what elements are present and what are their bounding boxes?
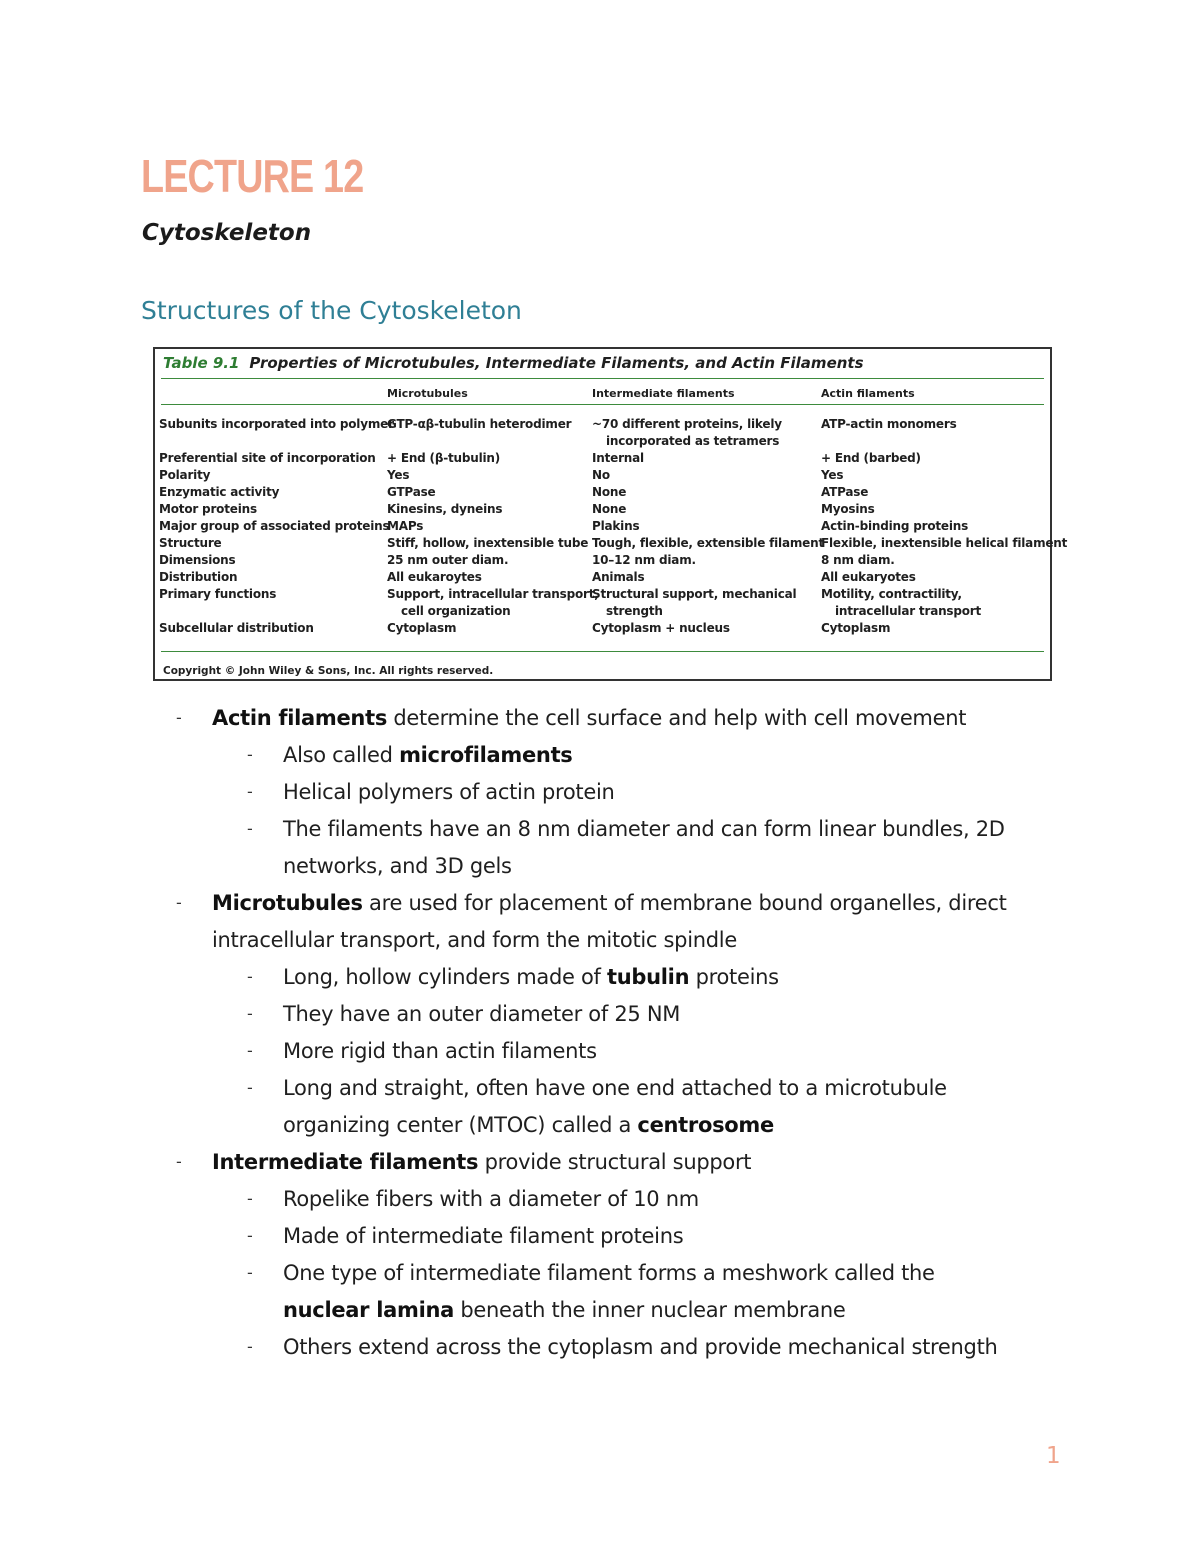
list-item xyxy=(283,959,779,996)
table-cell: Dimensions xyxy=(159,553,236,567)
bullet-dash: - xyxy=(247,1226,253,1245)
bullet-dash: - xyxy=(247,1041,253,1060)
table-column-property xyxy=(159,416,394,637)
table-cell: ATP-actin monomers xyxy=(821,417,957,431)
table-cell: incorporated as tetramers xyxy=(606,434,780,448)
bold-term: centrosome xyxy=(637,1113,774,1137)
table-cell: 8 nm diam. xyxy=(821,553,895,567)
table-column-actin xyxy=(821,416,1067,637)
table-cell: strength xyxy=(606,604,663,618)
table-cell: Major group of associated proteins xyxy=(159,519,390,533)
list-item xyxy=(212,700,966,737)
table-cell: Cytoplasm xyxy=(821,621,891,635)
table-cell: None xyxy=(592,502,627,516)
table-copyright: Copyright © John Wiley & Sons, Inc. All rights reserved. xyxy=(163,665,494,677)
table-cell: 25 nm outer diam. xyxy=(387,553,509,567)
table-caption-text: Properties of Microtubules, Intermediate Filaments, and Actin Filaments xyxy=(249,354,864,372)
properties-table xyxy=(153,347,1068,681)
bullet-dash: - xyxy=(176,1152,182,1171)
table-cell: Cytoplasm + nucleus xyxy=(592,621,730,635)
table-cell: Preferential site of incorporation xyxy=(159,451,376,465)
table-cell: None xyxy=(592,485,627,499)
bullet-dash: - xyxy=(247,1078,253,1097)
table-cell: GTPase xyxy=(387,485,436,499)
table-cell: ~70 different proteins, likely xyxy=(592,417,782,431)
bold-term: Actin filaments xyxy=(212,706,388,730)
col-header-actin: Actin filaments xyxy=(821,387,915,400)
col-header-intermediate: Intermediate filaments xyxy=(592,387,735,400)
table-column-intermediate xyxy=(592,416,824,637)
table-cell: Polarity xyxy=(159,468,211,482)
table-cell xyxy=(159,603,394,620)
list-item-continuation xyxy=(283,1107,774,1144)
list-item: Made of intermediate filament proteins xyxy=(283,1224,684,1248)
list-item: Long and straight, often have one end attached to a microtubule xyxy=(283,1076,947,1100)
lecture-title: LECTURE 12 xyxy=(141,150,364,202)
table-cell: Flexible, inextensible helical filament xyxy=(821,536,1068,550)
page-number: 1 xyxy=(1046,1443,1061,1469)
table-header-rule xyxy=(161,404,1044,405)
item-text: determine the cell surface and help with cell movement xyxy=(387,706,967,730)
table-cell: Subcellular distribution xyxy=(159,621,314,635)
table-column-microtubules xyxy=(387,416,599,637)
lecture-subtitle: Cytoskeleton xyxy=(142,220,312,246)
table-cell: Support, intracellular transport, xyxy=(387,587,599,601)
table-cell: Distribution xyxy=(159,570,238,584)
table-cell: intracellular transport xyxy=(835,604,982,618)
section-heading: Structures of the Cytoskeleton xyxy=(141,296,522,325)
table-cell xyxy=(821,433,1067,450)
bold-term: Intermediate filaments xyxy=(212,1150,479,1174)
bullet-dash: - xyxy=(247,745,253,764)
table-top-rule xyxy=(161,378,1044,379)
table-cell: No xyxy=(592,468,610,482)
table-cell: All eukaryotes xyxy=(821,570,916,584)
table-caption xyxy=(163,354,864,372)
table-cell: Yes xyxy=(821,468,844,482)
table-cell: Actin-binding proteins xyxy=(821,519,969,533)
list-item: Others extend across the cytoplasm and provide mechanical strength xyxy=(283,1335,998,1359)
bullet-dash: - xyxy=(176,893,182,912)
table-cell: Myosins xyxy=(821,502,875,516)
table-cell: 10–12 nm diam. xyxy=(592,553,696,567)
list-item-continuation: networks, and 3D gels xyxy=(283,854,512,878)
list-item-continuation: intracellular transport, and form the mitotic spindle xyxy=(212,928,737,952)
table-cell xyxy=(387,433,599,450)
list-item xyxy=(283,737,573,774)
bold-term: Microtubules xyxy=(212,891,363,915)
bold-term: tubulin xyxy=(607,965,690,989)
table-cell: Structure xyxy=(159,536,222,550)
table-cell: Tough, flexible, extensible filament xyxy=(592,536,824,550)
table-cell: All eukaroytes xyxy=(387,570,482,584)
list-item: More rigid than actin filaments xyxy=(283,1039,597,1063)
table-cell: Motor proteins xyxy=(159,502,257,516)
table-cell: Cytoplasm xyxy=(387,621,457,635)
item-text: Also called xyxy=(283,743,400,767)
table-cell: Internal xyxy=(592,451,644,465)
table-cell: Structural support, mechanical xyxy=(592,587,797,601)
table-cell: GTP-αβ-tubulin heterodimer xyxy=(387,417,572,431)
table-cell: Animals xyxy=(592,570,645,584)
col-header-microtubules: Microtubules xyxy=(387,387,468,400)
table-cell: Motility, contractility, xyxy=(821,587,962,601)
list-item: The filaments have an 8 nm diameter and can form linear bundles, 2D xyxy=(283,817,1005,841)
table-cell: cell organization xyxy=(401,604,511,618)
list-item: One type of intermediate filament forms a meshwork called the xyxy=(283,1261,935,1285)
table-cell: Enzymatic activity xyxy=(159,485,280,499)
item-text: organizing center (MTOC) called a xyxy=(283,1113,638,1137)
bullet-dash: - xyxy=(247,1004,253,1023)
item-text: Long, hollow cylinders made of xyxy=(283,965,608,989)
list-item xyxy=(212,885,1007,922)
list-item: They have an outer diameter of 25 NM xyxy=(283,1002,681,1026)
bullet-dash: - xyxy=(247,1263,253,1282)
table-cell: MAPs xyxy=(387,519,424,533)
bullet-dash: - xyxy=(247,819,253,838)
bold-term: nuclear lamina xyxy=(283,1298,454,1322)
bullet-dash: - xyxy=(176,708,182,727)
table-cell: + End (barbed) xyxy=(821,451,921,465)
list-item-continuation xyxy=(283,1292,846,1329)
table-cell: Kinesins, dyneins xyxy=(387,502,503,516)
bullet-dash: - xyxy=(247,1337,253,1356)
item-text: are used for placement of membrane bound organelles, direct xyxy=(362,891,1007,915)
list-item xyxy=(212,1144,751,1181)
bullet-dash: - xyxy=(247,782,253,801)
bullet-dash: - xyxy=(247,967,253,986)
table-cell: + End (β-tubulin) xyxy=(387,451,501,465)
item-text: proteins xyxy=(689,965,779,989)
table-cell: Yes xyxy=(387,468,410,482)
item-text: beneath the inner nuclear membrane xyxy=(454,1298,846,1322)
table-cell: Stiff, hollow, inextensible tube xyxy=(387,536,589,550)
list-item: Ropelike fibers with a diameter of 10 nm xyxy=(283,1187,699,1211)
item-text: provide structural support xyxy=(478,1150,752,1174)
table-bottom-rule xyxy=(161,651,1044,652)
table-cell xyxy=(159,433,394,450)
table-cell: Primary functions xyxy=(159,587,277,601)
table-number: Table 9.1 xyxy=(163,354,240,372)
bullet-dash: - xyxy=(247,1189,253,1208)
bold-term: microfilaments xyxy=(399,743,573,767)
table-cell: Subunits incorporated into polymer xyxy=(159,417,394,431)
list-item: Helical polymers of actin protein xyxy=(283,780,615,804)
table-cell: Plakins xyxy=(592,519,640,533)
table-cell: ATPase xyxy=(821,485,869,499)
